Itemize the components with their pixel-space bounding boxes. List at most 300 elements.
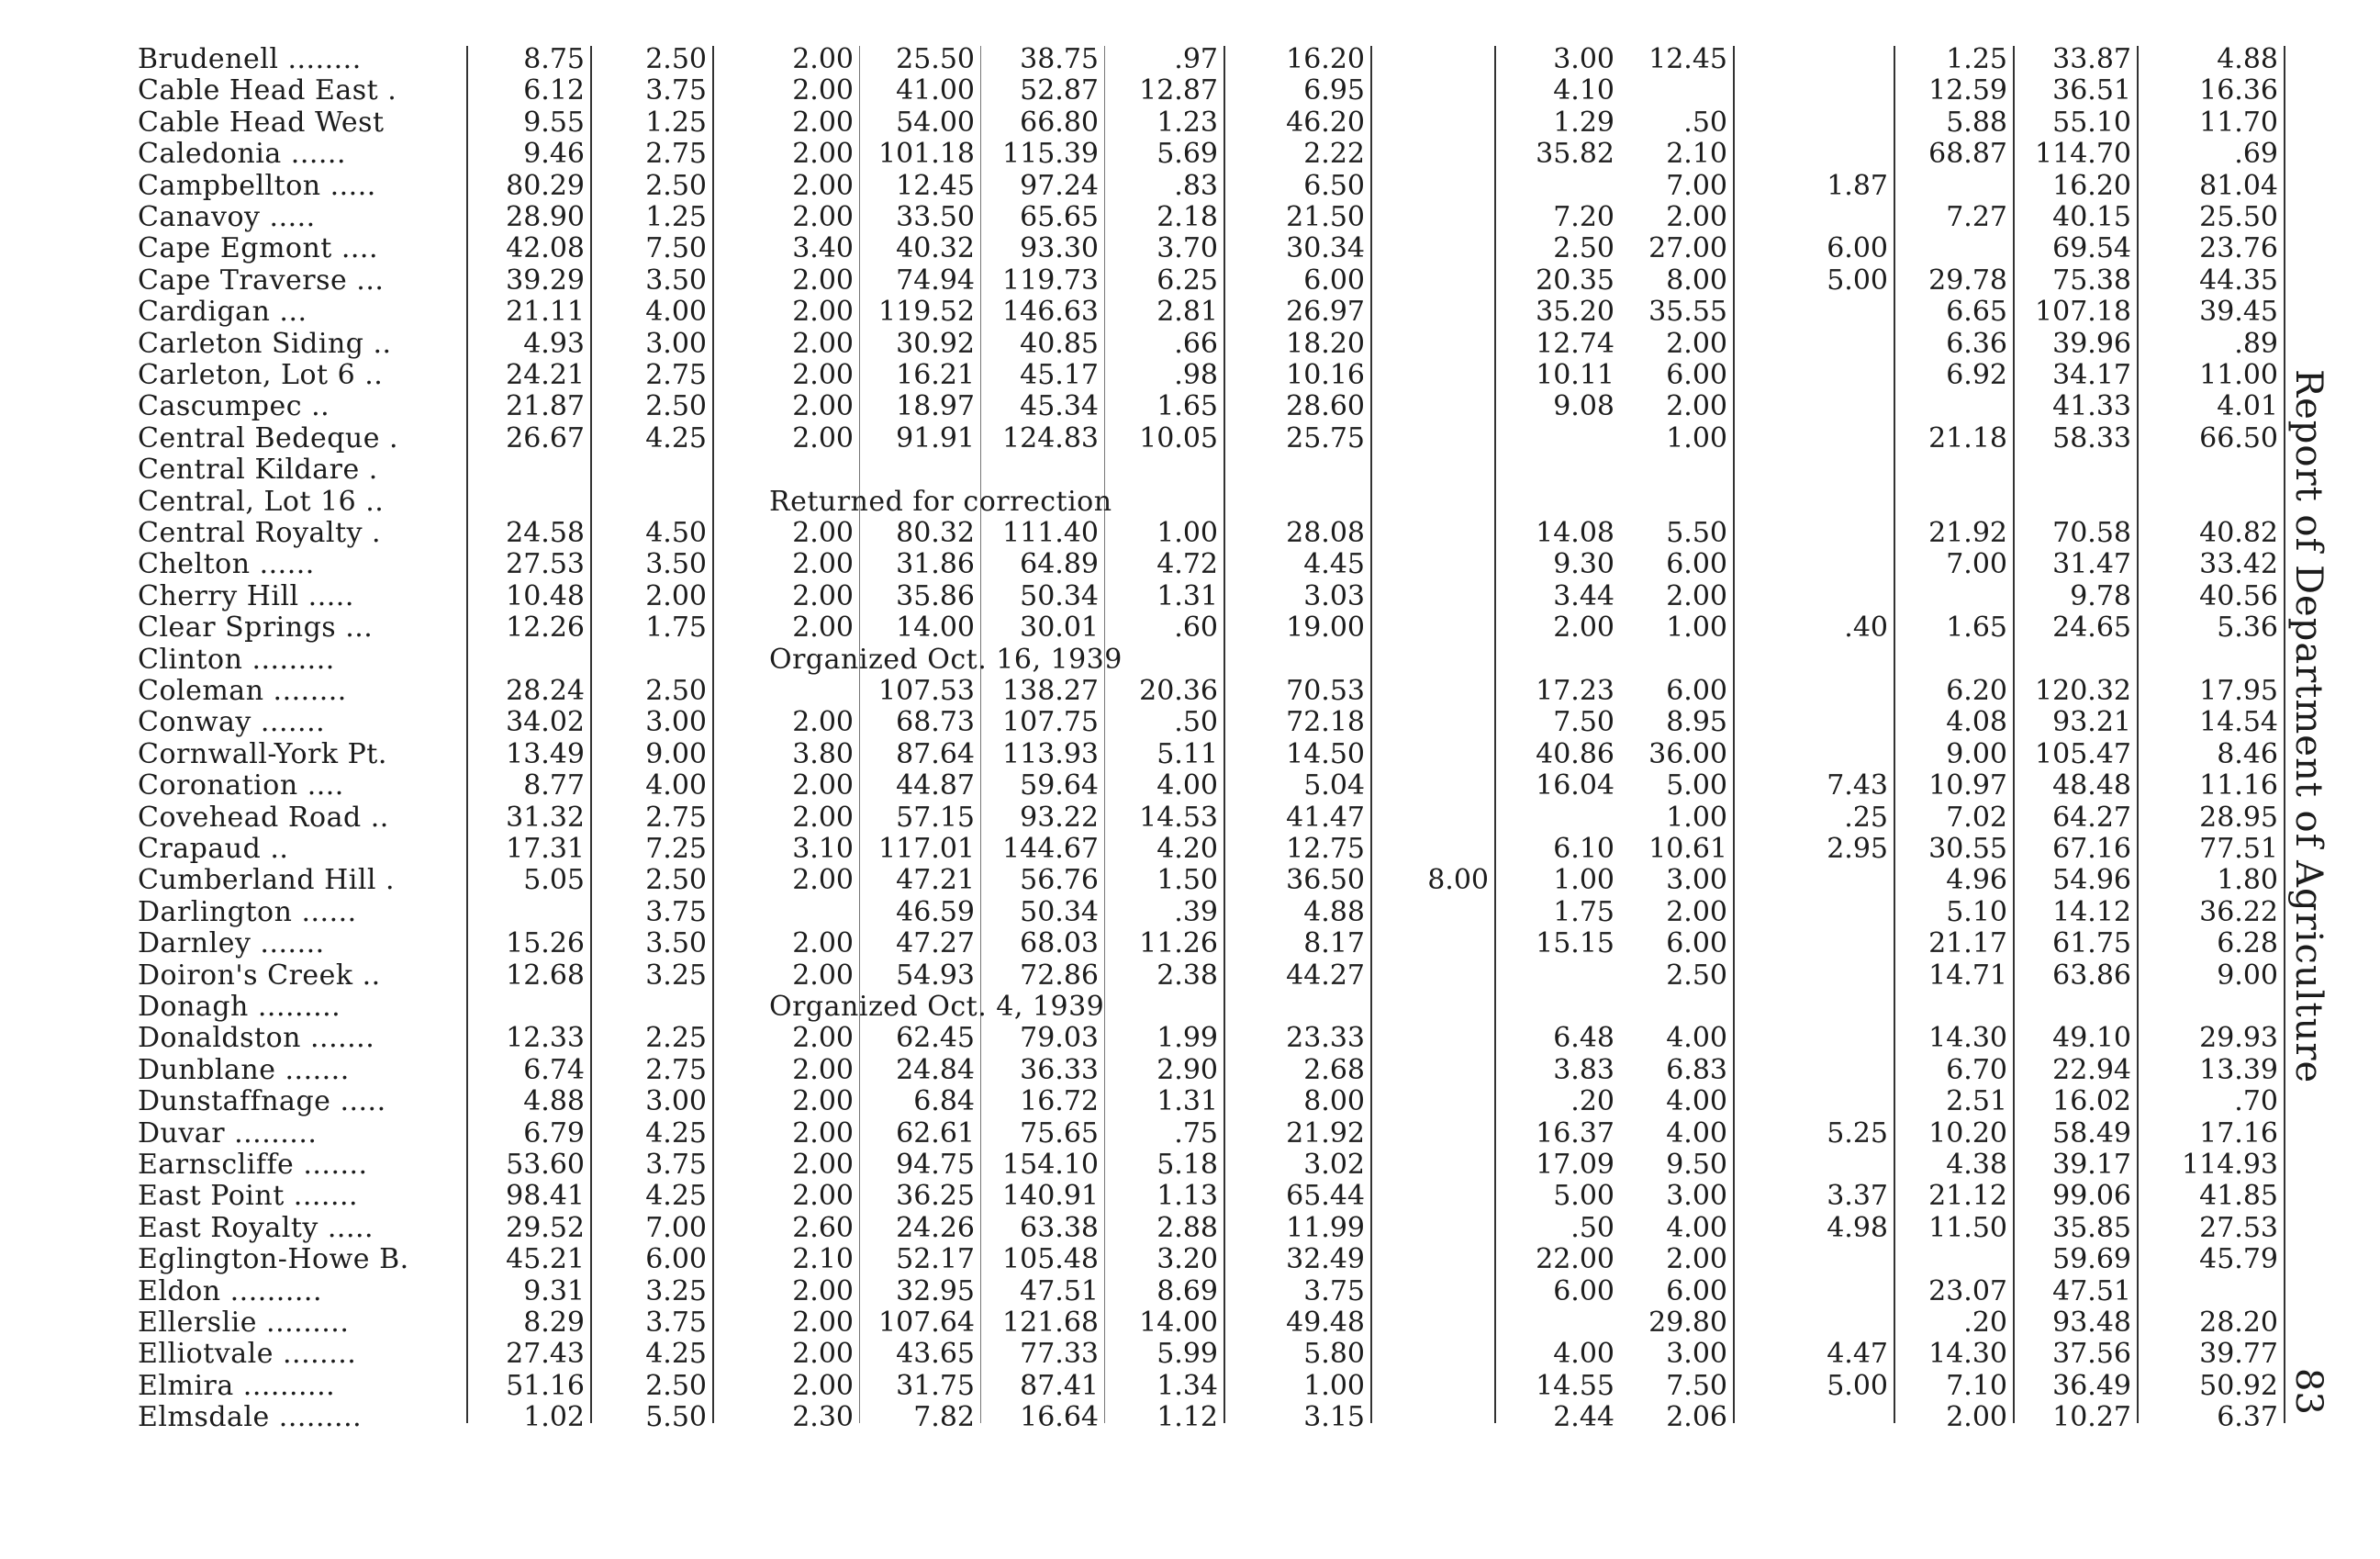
amount-cell: 1.75 <box>1553 895 1615 928</box>
place-name: Clear Springs ... <box>138 611 374 645</box>
amount-cell: 1.99 <box>1156 1022 1218 1055</box>
amount-cell: 77.33 <box>1020 1338 1099 1371</box>
amount-cell: 6.95 <box>1303 74 1365 107</box>
amount-cell: 5.00 <box>1827 264 1888 297</box>
amount-cell: 33.42 <box>2199 548 2278 581</box>
amount-cell <box>1735 202 1894 233</box>
amount-cell <box>1372 1150 1494 1181</box>
amount-cell: 30.92 <box>896 327 975 360</box>
amount-cell: 27.43 <box>506 1338 585 1371</box>
amount-cell: 6.36 <box>1946 327 2007 360</box>
amount-cell <box>1895 454 2013 486</box>
amount-cell <box>1372 1213 1494 1244</box>
amount-cell <box>1735 518 1894 549</box>
amount-cell <box>1372 549 1494 580</box>
amount-cell: 4.01 <box>2217 390 2278 423</box>
amount-cell: 94.75 <box>896 1149 975 1181</box>
amount-cell: 3.75 <box>645 1307 707 1339</box>
amount-cell: 32.95 <box>896 1274 975 1307</box>
amount-cell: 15.15 <box>1536 927 1615 960</box>
amount-cell: 52.87 <box>1020 74 1099 107</box>
amount-cell: 1.25 <box>645 106 707 139</box>
amount-cell: 3.75 <box>645 1149 707 1181</box>
amount-cell <box>1372 612 1494 644</box>
table-row <box>0 1244 2295 1275</box>
amount-cell <box>1372 44 1494 75</box>
amount-cell: 5.99 <box>1156 1338 1218 1371</box>
amount-cell: 9.00 <box>2217 959 2278 992</box>
amount-cell: 113.93 <box>1002 737 1099 770</box>
amount-cell: .20 <box>1963 1307 2007 1339</box>
place-name: Clinton ......... <box>138 643 335 676</box>
table-row <box>0 1371 2295 1402</box>
amount-cell <box>1496 171 1620 202</box>
amount-cell: 6.37 <box>2217 1401 2278 1434</box>
amount-cell: 46.20 <box>1286 106 1365 139</box>
amount-cell: 3.83 <box>1553 1053 1615 1086</box>
amount-cell: 5.05 <box>523 864 585 897</box>
amount-cell: 107.64 <box>878 1307 975 1339</box>
amount-cell: 7.00 <box>645 1211 707 1244</box>
amount-cell <box>1735 581 1894 612</box>
amount-cell: 6.12 <box>523 74 585 107</box>
amount-cell <box>1372 454 1494 486</box>
amount-cell: 1.25 <box>645 201 707 233</box>
amount-cell: 75.38 <box>2052 264 2131 297</box>
amount-cell: 12.26 <box>506 611 585 645</box>
amount-cell <box>1735 391 1894 422</box>
table-row <box>0 1307 2295 1339</box>
amount-cell: 2.25 <box>645 1022 707 1055</box>
amount-cell: 11.00 <box>2199 359 2278 391</box>
amount-cell: 2.00 <box>1946 1401 2007 1434</box>
place-name: Elliotvale ........ <box>138 1338 357 1371</box>
amount-cell <box>468 454 590 486</box>
amount-cell: 3.00 <box>1666 864 1727 897</box>
amount-cell: 40.82 <box>2199 517 2278 549</box>
amount-cell: 36.51 <box>2052 74 2131 107</box>
amount-cell <box>1735 297 1894 328</box>
amount-cell: 1.00 <box>1303 1369 1365 1402</box>
amount-cell: 52.17 <box>896 1243 975 1276</box>
amount-cell: 21.17 <box>1928 927 2007 960</box>
amount-cell: 36.50 <box>1286 864 1365 897</box>
amount-cell: 119.52 <box>878 296 975 329</box>
amount-cell: 28.24 <box>506 675 585 707</box>
amount-cell: 44.35 <box>2199 264 2278 297</box>
amount-cell: 5.04 <box>1303 769 1365 802</box>
amount-cell: 6.00 <box>1666 1274 1727 1307</box>
amount-cell <box>468 897 590 928</box>
amount-cell: 10.97 <box>1928 769 2007 802</box>
table-row <box>0 360 2295 391</box>
amount-cell: 2.00 <box>1666 579 1727 612</box>
amount-cell: 7.10 <box>1946 1369 2007 1402</box>
amount-cell: 2.00 <box>792 138 854 171</box>
amount-cell: 21.87 <box>506 390 585 423</box>
amount-cell: 1.12 <box>1156 1401 1218 1434</box>
amount-cell: 9.30 <box>1553 548 1615 581</box>
amount-cell: 6.00 <box>1827 232 1888 265</box>
amount-cell: 24.58 <box>506 517 585 549</box>
amount-cell: 2.00 <box>1666 895 1727 928</box>
amount-cell: 10.61 <box>1648 833 1727 865</box>
amount-cell <box>1372 1244 1494 1275</box>
amount-cell: 4.00 <box>1156 769 1218 802</box>
amount-cell: 6.00 <box>1303 264 1365 297</box>
table-row <box>0 645 2295 676</box>
amount-cell <box>1496 423 1620 454</box>
amount-cell: 6.65 <box>1946 296 2007 329</box>
amount-cell: 2.00 <box>792 517 854 549</box>
table-row <box>0 1055 2295 1086</box>
amount-cell: 79.03 <box>1020 1022 1099 1055</box>
amount-cell: 9.00 <box>1946 737 2007 770</box>
amount-cell: 2.50 <box>645 1369 707 1402</box>
table-row <box>0 992 2295 1023</box>
place-name: Cornwall-York Pt. <box>138 737 387 770</box>
place-name: Darlington ...... <box>138 895 357 928</box>
amount-cell: 2.18 <box>1156 201 1218 233</box>
amount-cell <box>1735 1086 1894 1117</box>
amount-cell: 11.26 <box>1139 927 1218 960</box>
amount-cell: 45.34 <box>1020 390 1099 423</box>
amount-cell <box>1735 707 1894 738</box>
amount-cell: 44.27 <box>1286 959 1365 992</box>
amount-cell: 8.69 <box>1156 1274 1218 1307</box>
amount-cell: 10.20 <box>1928 1116 2007 1150</box>
amount-cell <box>1895 233 2013 264</box>
amount-cell: 2.60 <box>792 1211 854 1244</box>
amount-cell: 3.70 <box>1156 232 1218 265</box>
amount-cell: 10.16 <box>1286 359 1365 391</box>
amount-cell: 28.90 <box>506 201 585 233</box>
amount-cell: 4.08 <box>1946 706 2007 739</box>
amount-cell: 4.00 <box>1666 1022 1727 1055</box>
place-name: Cascumpec .. <box>138 390 330 423</box>
amount-cell: 2.00 <box>792 1053 854 1086</box>
table-row <box>0 676 2295 707</box>
amount-cell: 26.97 <box>1286 296 1365 329</box>
amount-cell: 7.20 <box>1553 201 1615 233</box>
amount-cell <box>2139 1276 2284 1307</box>
table-row <box>0 549 2295 580</box>
amount-cell: 40.85 <box>1020 327 1099 360</box>
amount-cell: 2.50 <box>645 675 707 707</box>
amount-cell: 5.00 <box>1827 1369 1888 1402</box>
amount-cell: 93.30 <box>1020 232 1099 265</box>
amount-cell: 2.00 <box>792 864 854 897</box>
row-note: Organized Oct. 4, 1939 <box>769 991 1105 1023</box>
place-name: Crapaud .. <box>138 833 289 865</box>
amount-cell: 6.00 <box>645 1243 707 1276</box>
amount-cell: .40 <box>1844 611 1888 645</box>
amount-cell: 56.76 <box>1020 864 1099 897</box>
amount-cell: 16.72 <box>1020 1085 1099 1118</box>
amount-cell: 65.44 <box>1286 1180 1365 1213</box>
place-name: Carleton, Lot 6 .. <box>138 359 384 391</box>
amount-cell: 63.38 <box>1020 1211 1099 1244</box>
amount-cell <box>1372 202 1494 233</box>
amount-cell: 2.00 <box>792 548 854 581</box>
table-row <box>0 802 2295 834</box>
amount-cell: 50.92 <box>2199 1369 2278 1402</box>
amount-cell: 2.81 <box>1156 296 1218 329</box>
amount-cell <box>1895 1244 2013 1275</box>
amount-cell <box>1372 391 1494 422</box>
amount-cell: 1.00 <box>1156 517 1218 549</box>
amount-cell: 4.25 <box>645 1116 707 1150</box>
amount-cell: 50.34 <box>1020 895 1099 928</box>
amount-cell: 39.45 <box>2199 296 2278 329</box>
amount-cell: 2.00 <box>792 201 854 233</box>
amount-cell: 20.35 <box>1536 264 1615 297</box>
place-name: Elmira .......... <box>138 1369 336 1402</box>
table-row <box>0 1023 2295 1054</box>
amount-cell: 111.40 <box>1002 517 1099 549</box>
amount-cell: 25.50 <box>896 43 975 75</box>
amount-cell: 6.50 <box>1303 169 1365 202</box>
amount-cell <box>1735 739 1894 770</box>
table-row <box>0 928 2295 959</box>
amount-cell: 154.10 <box>1002 1149 1099 1181</box>
amount-cell: 41.00 <box>896 74 975 107</box>
amount-cell: 6.74 <box>523 1053 585 1086</box>
amount-cell: 57.15 <box>896 801 975 834</box>
amount-cell: 17.16 <box>2199 1116 2278 1150</box>
amount-cell: .98 <box>1174 359 1218 391</box>
amount-cell: 19.00 <box>1286 611 1365 645</box>
amount-cell <box>1496 454 1620 486</box>
amount-cell: 31.32 <box>506 801 585 834</box>
place-name: Canavoy ..... <box>138 201 316 233</box>
table-row <box>0 739 2295 770</box>
amount-cell: 51.16 <box>506 1369 585 1402</box>
place-name: Central, Lot 16 .. <box>138 485 385 518</box>
amount-cell: 11.16 <box>2199 769 2278 802</box>
amount-cell: 21.11 <box>506 296 585 329</box>
amount-cell: 29.80 <box>1648 1307 1727 1339</box>
amount-cell: 6.79 <box>523 1116 585 1150</box>
amount-cell: 2.00 <box>1666 201 1727 233</box>
amount-cell: 14.55 <box>1536 1369 1615 1402</box>
table-row <box>0 770 2295 802</box>
amount-cell: 2.06 <box>1666 1401 1727 1434</box>
amount-cell: 6.20 <box>1946 675 2007 707</box>
amount-cell: 3.37 <box>1827 1180 1888 1213</box>
amount-cell: 31.86 <box>896 548 975 581</box>
place-name: Eglington-Howe B. <box>138 1243 409 1276</box>
amount-cell: 13.49 <box>506 737 585 770</box>
amount-cell: 12.75 <box>1286 833 1365 865</box>
place-name: Cardigan ... <box>138 296 307 329</box>
amount-cell: 68.73 <box>896 706 975 739</box>
amount-cell <box>1372 960 1494 992</box>
amount-cell: 4.25 <box>645 1338 707 1371</box>
amount-cell: 117.01 <box>878 833 975 865</box>
amount-cell: 2.00 <box>1666 1243 1727 1276</box>
amount-cell: 12.87 <box>1139 74 1218 107</box>
amount-cell: 146.63 <box>1002 296 1099 329</box>
amount-cell: .75 <box>1174 1116 1218 1150</box>
amount-cell: 62.61 <box>896 1116 975 1150</box>
amount-cell: 21.50 <box>1286 201 1365 233</box>
amount-cell: 6.00 <box>1666 675 1727 707</box>
amount-cell: 46.59 <box>896 895 975 928</box>
amount-cell: 31.47 <box>2052 548 2131 581</box>
amount-cell: 47.21 <box>896 864 975 897</box>
amount-cell: 69.54 <box>2052 232 2131 265</box>
amount-cell: 33.87 <box>2052 43 2131 75</box>
amount-cell: 2.50 <box>645 169 707 202</box>
amount-cell <box>1372 107 1494 139</box>
amount-cell: 17.31 <box>506 833 585 865</box>
amount-cell: 64.89 <box>1020 548 1099 581</box>
amount-cell: 26.67 <box>506 421 585 454</box>
amount-cell: 5.50 <box>645 1401 707 1434</box>
amount-cell: 5.69 <box>1156 138 1218 171</box>
amount-cell: 7.50 <box>1553 706 1615 739</box>
amount-cell: 2.00 <box>792 1307 854 1339</box>
amount-cell: 105.47 <box>2035 737 2131 770</box>
amount-cell: 16.37 <box>1536 1116 1615 1150</box>
amount-cell: 6.00 <box>1666 927 1727 960</box>
page-number: 83 <box>2287 1367 2330 1415</box>
amount-cell <box>1106 454 1224 486</box>
amount-cell: 17.09 <box>1536 1149 1615 1181</box>
amount-cell: 44.87 <box>896 769 975 802</box>
amount-cell: 91.91 <box>896 421 975 454</box>
amount-cell <box>1735 423 1894 454</box>
amount-cell: 7.50 <box>645 232 707 265</box>
table-row <box>0 865 2295 896</box>
amount-cell <box>1372 928 1494 959</box>
amount-cell: 4.88 <box>1303 895 1365 928</box>
amount-cell: 2.00 <box>1666 390 1727 423</box>
amount-cell: 13.39 <box>2199 1053 2278 1086</box>
amount-cell: 4.00 <box>645 769 707 802</box>
amount-cell: 8.29 <box>523 1307 585 1339</box>
amount-cell: .70 <box>2234 1085 2278 1118</box>
side-running-title: Report of Department of Agriculture <box>2287 368 2330 1083</box>
place-name: Central Royalty . <box>138 517 382 549</box>
amount-cell: 2.00 <box>792 959 854 992</box>
amount-cell: 3.00 <box>645 327 707 360</box>
amount-cell: 64.27 <box>2052 801 2131 834</box>
amount-cell <box>1620 75 1733 107</box>
amount-cell: 49.10 <box>2052 1022 2131 1055</box>
amount-cell: 68.03 <box>1020 927 1099 960</box>
amount-cell: 35.20 <box>1536 296 1615 329</box>
amount-cell: 2.00 <box>792 296 854 329</box>
amount-cell: 22.00 <box>1536 1243 1615 1276</box>
amount-cell: 2.50 <box>645 43 707 75</box>
amount-cell: 4.00 <box>1666 1211 1727 1244</box>
amount-cell <box>1372 265 1494 297</box>
place-name: Earnscliffe ....... <box>138 1149 368 1181</box>
amount-cell: 9.00 <box>645 737 707 770</box>
table-row <box>0 107 2295 139</box>
amount-cell: 9.50 <box>1666 1149 1727 1181</box>
amount-cell: 2.50 <box>1666 959 1727 992</box>
amount-cell: 3.00 <box>1553 43 1615 75</box>
amount-cell: 2.00 <box>792 927 854 960</box>
amount-cell: 2.75 <box>645 1053 707 1086</box>
place-name: Cumberland Hill . <box>138 864 396 897</box>
amount-cell: 6.00 <box>1553 1274 1615 1307</box>
amount-cell: 6.00 <box>1666 359 1727 391</box>
amount-cell: 2.00 <box>792 359 854 391</box>
amount-cell: 3.20 <box>1156 1243 1218 1276</box>
amount-cell: 35.55 <box>1648 296 1727 329</box>
amount-cell: 54.93 <box>896 959 975 992</box>
amount-cell: 2.00 <box>792 390 854 423</box>
table-row <box>0 139 2295 170</box>
amount-cell: 16.20 <box>2052 169 2131 202</box>
amount-cell: 105.48 <box>1002 1243 1099 1276</box>
table-row <box>0 329 2295 360</box>
table-row <box>0 1213 2295 1244</box>
amount-cell: 6.48 <box>1553 1022 1615 1055</box>
amount-cell <box>1372 75 1494 107</box>
amount-cell: 3.50 <box>645 548 707 581</box>
amount-cell: 14.71 <box>1928 959 2007 992</box>
amount-cell: 32.49 <box>1286 1243 1365 1276</box>
amount-cell: .39 <box>1174 895 1218 928</box>
amount-cell: 2.00 <box>792 801 854 834</box>
table-row <box>0 581 2295 612</box>
amount-cell: 5.25 <box>1827 1116 1888 1150</box>
amount-cell: 2.00 <box>792 579 854 612</box>
amount-cell: 80.29 <box>506 169 585 202</box>
amount-cell: 2.00 <box>792 43 854 75</box>
amount-cell: 15.26 <box>506 927 585 960</box>
place-name: Chelton ...... <box>138 548 315 581</box>
amount-cell: 1.00 <box>1666 611 1727 645</box>
amount-cell: 4.20 <box>1156 833 1218 865</box>
table-row <box>0 1181 2295 1212</box>
amount-cell: 59.64 <box>1020 769 1099 802</box>
amount-cell <box>2015 454 2137 486</box>
amount-cell: 101.18 <box>878 138 975 171</box>
amount-cell: 7.02 <box>1946 801 2007 834</box>
table-row <box>0 960 2295 992</box>
place-name: Ellerslie ......... <box>138 1307 350 1339</box>
table-row <box>0 454 2295 486</box>
amount-cell: 10.11 <box>1536 359 1615 391</box>
amount-cell: 3.50 <box>645 264 707 297</box>
amount-cell <box>1735 1150 1894 1181</box>
amount-cell: 70.58 <box>2052 517 2131 549</box>
amount-cell: 18.97 <box>896 390 975 423</box>
table-row <box>0 233 2295 264</box>
amount-cell: .50 <box>1174 706 1218 739</box>
amount-cell <box>1372 1276 1494 1307</box>
amount-cell: 12.33 <box>506 1022 585 1055</box>
amount-cell <box>1735 454 1894 486</box>
amount-cell <box>1372 518 1494 549</box>
amount-cell: 27.00 <box>1648 232 1727 265</box>
amount-cell: 50.34 <box>1020 579 1099 612</box>
amount-cell: 74.94 <box>896 264 975 297</box>
amount-cell: 6.84 <box>913 1085 975 1118</box>
amount-cell: 7.43 <box>1827 769 1888 802</box>
amount-cell: 93.48 <box>2052 1307 2131 1339</box>
amount-cell: 3.25 <box>645 959 707 992</box>
amount-cell: 6.92 <box>1946 359 2007 391</box>
amount-cell: 114.93 <box>2182 1149 2278 1181</box>
amount-cell: 4.25 <box>645 1180 707 1213</box>
